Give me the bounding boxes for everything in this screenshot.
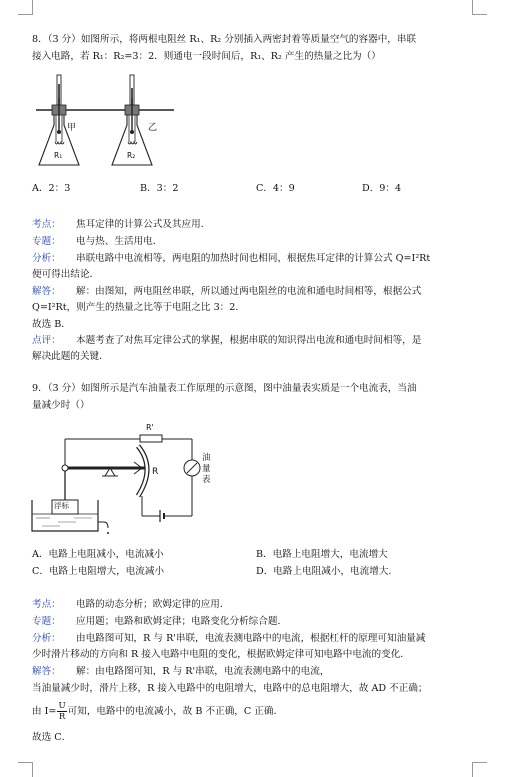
q9-fraction [57, 701, 66, 722]
q9-fenxi [32, 632, 477, 646]
label-r-prime: R' [146, 423, 154, 432]
q9-jieda-line2: 当油量减少时，滑片上移，R 接入电路中的电阻增大，电路中的总电阻增大，故 AD 不正确； [32, 683, 428, 694]
q8-option-c: C．4：9 [256, 183, 295, 194]
q8-fenxi [32, 252, 477, 266]
corner-mark-top-right [472, 0, 487, 15]
q9-kaodian-text: 电路的动态分析；欧姆定律的应用． [76, 599, 230, 610]
label-r2: R₂ [127, 151, 136, 160]
label-meter-1: 油 [202, 453, 211, 463]
q8-kaodian [32, 218, 477, 232]
q9-jieda-line3 [32, 700, 477, 724]
q9-fenxi-text1: 由电路图可知，R 与 R'串联，电流表测电路中的电流，根据杠杆的原理可知油量减 [76, 633, 426, 644]
q8-jieda-tag: 解答： [32, 286, 61, 297]
q8-jieda-text1: 解：由图知，两电阻丝串联，所以通过两电阻丝的电流和通电时间相等，根据公式 [76, 286, 422, 297]
q8-zhuanti-tag: 专题： [32, 236, 61, 247]
q9-stem-line1: 9．（3 分）如图所示是汽车油量表工作原理的示意图，图中油量表实质是一个电流表，当油 [32, 383, 417, 394]
corner-mark-top-left [18, 0, 33, 15]
q8-stem-line1: 8．（3 分）如图所示，将两根电阻丝 R₁、R₂ 分别插入两密封着等质量空气的容器中，串联 [32, 34, 417, 45]
q8-zhuanti-text: 电与热、生活用电． [76, 236, 163, 247]
q9-kaodian [32, 598, 477, 612]
q8-jieda-line2: Q=I²Rt，则产生的热量之比等于电阻之比 3：2． [32, 302, 245, 313]
q8-jieda [32, 285, 477, 299]
q8-dianping [32, 334, 477, 348]
q9-fenxi-line2: 少时滑片移动的方向和 R 接入电路中电阻的变化，根据欧姆定律可知电路中电流的变化． [32, 649, 410, 660]
q9-zhuanti-tag: 专题： [32, 616, 61, 627]
q8-dianping-text1: 本题考查了对焦耳定律公式的掌握，根据串联的知识得出电流和通电时间相等，是 [76, 335, 422, 346]
q9-jieda-text1: 解：由电路图可知，R 与 R'串联，电流表测电路中的电流， [76, 666, 330, 677]
label-jia: 甲 [67, 123, 77, 133]
q8-dianping-line2: 解决此题的关键． [32, 351, 109, 362]
label-meter-2: 量 [202, 464, 211, 474]
q9-answer: 故选 C． [32, 732, 72, 743]
label-yi: 乙 [148, 123, 158, 133]
q9-option-a: A．电路上电阻减小，电流减小 [32, 549, 164, 560]
q9-option-c: C．电路上电阻增大，电流减小 [32, 566, 165, 577]
q8-fenxi-text1: 串联电路中电流相等，两电阻的加热时间也相同，根据焦耳定律的计算公式 Q=I²Rt [76, 253, 431, 264]
q8-answer: 故选 B． [32, 319, 71, 330]
q8-fenxi-line2: 便可得出结论． [32, 269, 100, 280]
q9-zhuanti-text: 应用题；电路和欧姆定律；电路变化分析综合题． [76, 616, 288, 627]
corner-mark-bottom-right [472, 762, 487, 777]
q8-option-b: B．3：2 [140, 183, 179, 194]
label-meter-3: 表 [202, 475, 211, 485]
q9-kaodian-tag: 考点： [32, 599, 61, 610]
q8-dianping-tag: 点评： [32, 335, 61, 346]
q9-jieda [32, 665, 477, 679]
label-r: R [152, 467, 159, 477]
q9-fraction-numerator: U [58, 701, 66, 711]
q9-fraction-denominator: R [58, 712, 66, 722]
q9-stem-line2: 量减少时（） [32, 400, 90, 411]
q8-kaodian-text: 焦耳定律的计算公式及其应用． [76, 219, 211, 230]
q8-fenxi-tag: 分析： [32, 253, 61, 264]
q8-option-d: D．9：4 [362, 183, 402, 194]
q9-jieda-tag: 解答： [32, 666, 61, 677]
q9-fenxi-tag: 分析： [32, 633, 61, 644]
q9-zhuanti [32, 615, 477, 629]
label-r1: R₁ [54, 151, 63, 160]
q9-option-d: D．电路上电阻减小，电流增大. [256, 566, 392, 577]
q9-formula-prefix: 由 I= [32, 706, 57, 717]
q8-figure [36, 70, 186, 180]
label-float: 浮标 [54, 501, 69, 510]
corner-mark-bottom-left [18, 762, 33, 777]
q9-figure [30, 418, 220, 538]
q8-option-a: A．2：3 [32, 183, 71, 194]
q9-option-b: B．电路上电阻增大，电流增大 [256, 549, 388, 560]
q8-zhuanti [32, 235, 477, 249]
q8-stem-line2: 接入电路，若 R₁：R₂=3：2．则通电一段时间后，R₁、R₂ 产生的热量之比为（） [32, 51, 381, 62]
q8-kaodian-tag: 考点： [32, 219, 61, 230]
q9-formula-suffix: 可知，电路中的电流减小，故 B 不正确，C 正确． [67, 706, 284, 717]
